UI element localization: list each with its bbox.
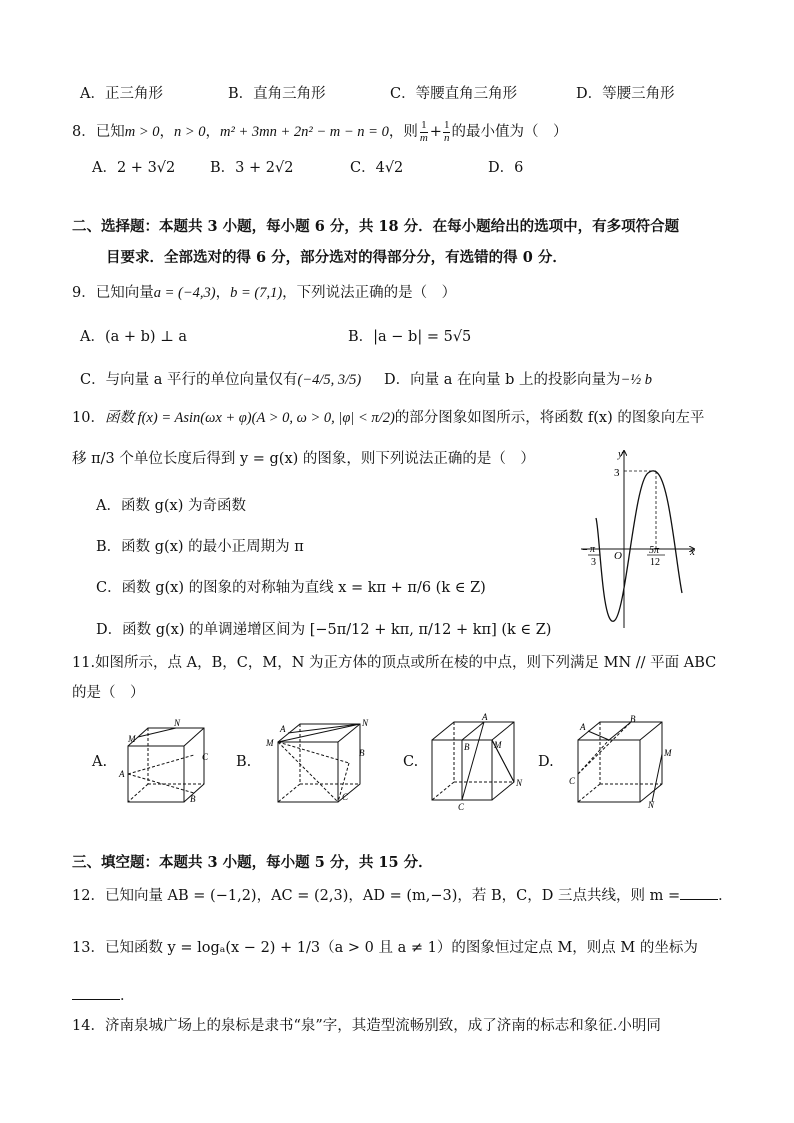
q14-number: 14． [72,1018,105,1034]
svg-text:3: 3 [591,557,596,568]
section-2-heading-cont: 目要求．全部选对的得 6 分，部分选对的得部分分，有选错的得 0 分． [106,249,567,266]
y-tick-3: 3 [614,467,620,479]
svg-text:N: N [648,800,655,810]
q8-frac-1-over-m: $\frac{1}{m}$ [419,119,428,144]
q13-answer-blank[interactable] [72,999,120,1000]
svg-text:N: N [174,718,181,728]
q9-option-c: C．与向量 a 平行的单位向量仅有(−4/5, 3/5) [80,372,362,388]
svg-text:C: C [202,752,209,762]
q10-option-c: C．函数 g(x) 的图象的对称轴为直线 x = kπ + π/6 (k ∈ Z) [96,580,486,596]
cube-figure-b [262,716,372,812]
q13-number: 13． [72,940,105,956]
q9-option-a: A．(a + b) ⊥ a [80,329,188,345]
x-axis-label: x [690,546,695,558]
svg-text:B: B [464,742,470,752]
svg-text:A: A [280,724,286,734]
svg-text:A: A [482,712,488,722]
q11-label-b: B. [236,754,252,770]
origin-label: O [614,550,622,562]
sine-curve [596,471,682,621]
cube-figure-a [114,718,214,810]
q10-option-a: A．函数 g(x) 为奇函数 [96,498,246,514]
q11-number: 11. [72,655,96,671]
q8-frac-1-over-n: $\frac{1}{n}$ [443,119,450,144]
q9-number: 9． [72,285,96,301]
svg-text:M: M [128,734,136,744]
svg-text:A: A [580,722,586,732]
q8-option-b: B．3 + 2√2 [210,160,294,176]
section-3-heading: 三、填空题：本题共 3 小题，每小题 5 分，共 15 分． [72,854,433,871]
question-10-stem: 10．函数 f(x) = Asin(ωx + φ)(A > 0, ω > 0, |φ| < π/2)的部分图象如图所示，将函数 f(x) 的图象向左平 [72,410,705,426]
cube-figure-d [562,714,672,810]
question-13-answer-line: ． [72,988,135,1005]
svg-text:N: N [516,778,523,788]
svg-text:C: C [342,792,349,802]
q7-option-c: C．等腰直角三角形 [390,86,518,102]
q12-number: 12． [72,888,105,904]
q10-number: 10． [72,410,105,426]
cube-figure-c [424,712,534,812]
x-tick-5pi-over-12 [647,545,665,568]
x-tick-neg-pi-over-3 [582,544,600,568]
q8-number: 8． [72,124,96,141]
question-11-stem: 11.如图所示，点 A，B，C，M，N 为正方体的顶点或所在棱的中点，则下列满足 MN // 平面 ABC [72,655,717,671]
q8-option-c: C．4√2 [350,160,404,176]
svg-text:B: B [630,714,636,724]
svg-text:M: M [664,748,672,758]
question-12: 12．已知向量 AB = (−1,2)，AC = (2,3)，AD = (m,−3)，若 B，C，D 三点共线，则 m = ． [72,888,733,904]
q8-option-d: D．6 [488,160,524,176]
svg-text:A: A [119,769,125,779]
q11-label-d: D. [538,754,554,770]
q12-answer-blank[interactable] [680,899,718,900]
q11-label-a: A. [92,754,108,770]
q9-option-b: B．|a − b| = 5√5 [348,329,472,345]
svg-text:B: B [190,794,196,804]
svg-text:N: N [362,718,369,728]
y-axis-label: y [618,448,623,460]
svg-text:π: π [590,544,596,555]
q7-option-a: A．正三角形 [80,86,163,102]
question-13: 13．已知函数 y = logₐ(x − 2) + 1/3（a > 0 且 a ≠ 1）的图象恒过定点 M，则点 M 的坐标为 [72,940,698,956]
svg-text:5π: 5π [649,545,660,556]
svg-text:C: C [458,802,465,812]
q10-option-b: B．函数 g(x) 的最小正周期为 π [96,539,304,555]
q11-label-c: C. [403,754,419,770]
svg-text:C: C [569,776,576,786]
q7-option-d: D．等腰三角形 [576,86,675,102]
svg-text:−: − [582,545,588,556]
q9-option-d: D．向量 a 在向量 b 上的投影向量为−½ b [384,372,653,388]
svg-text:M: M [266,738,274,748]
question-11-stem-cont: 的是（ ） [72,685,145,701]
question-14: 14．济南泉城广场上的泉标是隶书“泉”字，其造型流畅别致，成了济南的标志和象征.小明同 [72,1018,661,1034]
q8-option-a: A．2 + 3√2 [92,160,176,176]
q10-option-d: D．函数 g(x) 的单调递增区间为 [−5π/12 + kπ, π/12 + kπ] (k ∈ Z) [96,622,552,638]
svg-text:12: 12 [650,557,660,568]
q7-option-b: B．直角三角形 [228,86,326,102]
section-2-heading: 二、选择题：本题共 3 小题，每小题 6 分，共 18 分．在每小题给出的选项中，有多项符合题 [72,218,680,235]
question-9-stem: 9．已知向量a = (−4,3)，b = (7,1)，下列说法正确的是（ ） [72,285,457,301]
question-8-stem: 8．已知m > 0，n > 0，m² + 3mn + 2n² − m − n = 0，则 $\frac{1}{m}$ + $\frac{1}{n}$ 的最小值为（ ） [72,119,568,144]
question-10-stem-cont: 移 π/3 个单位长度后得到 y = g(x) 的图象，则下列说法正确的是（ ） [72,451,535,467]
sine-graph-figure [576,443,706,633]
svg-text:M: M [494,740,502,750]
svg-text:B: B [359,748,365,758]
